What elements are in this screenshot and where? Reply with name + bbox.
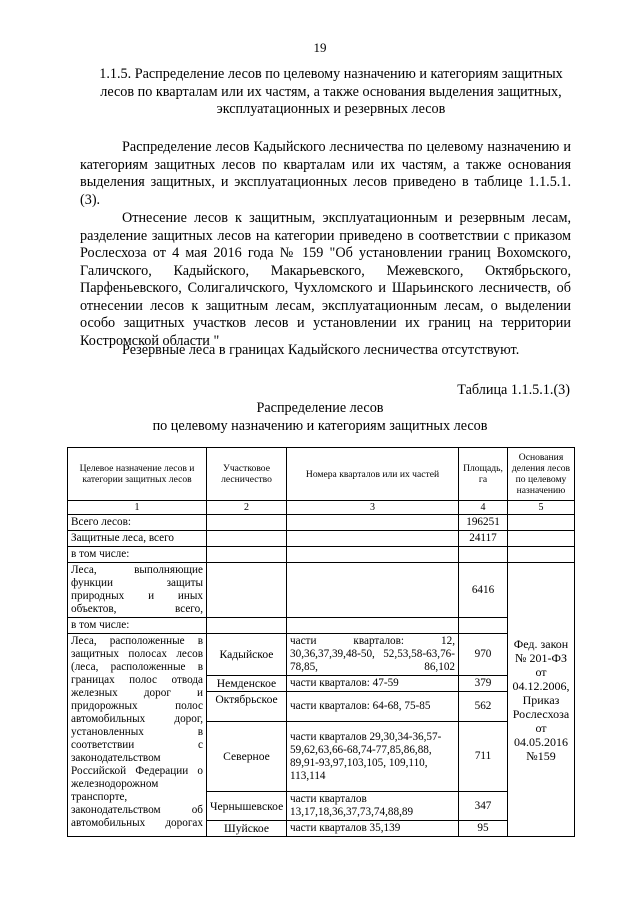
functions-label: Леса, выполняющие функции защиты природных и иных объектов, всего,	[68, 563, 207, 618]
column-number-row	[68, 501, 575, 515]
area-value: 347	[459, 792, 508, 821]
table-title	[0, 399, 640, 435]
forest-distribution-table	[67, 447, 575, 837]
table-row-including-1	[68, 547, 575, 563]
col-num-1: 1	[68, 501, 207, 515]
forestry-name: Шуйское	[207, 821, 287, 837]
area-value: 970	[459, 634, 508, 676]
paragraph-3: Резервные леса в границах Кадыйского лесничества отсутствуют.	[122, 342, 520, 358]
header-forestry: Участковое лесничество	[207, 448, 287, 501]
area-value: 379	[459, 676, 508, 692]
total-area: 196251	[459, 515, 508, 531]
section-heading: 1.1.5. Распределение лесов по целевому назначению и категориям защитных лесов по кварталам или их частям, а также основания выделения защитных, эксплуатационных и резервных лесов	[99, 66, 563, 117]
area-value: 711	[459, 722, 508, 792]
total-label: Всего лесов:	[68, 515, 207, 531]
including-label-1: в том числе:	[68, 547, 207, 563]
table-row-including-2	[68, 618, 575, 634]
quarters-list: части кварталов 35,139	[287, 821, 459, 837]
header-purpose: Целевое назначение лесов и категории защитных лесов	[68, 448, 207, 501]
table-header-row	[68, 448, 575, 501]
table-row	[68, 634, 575, 676]
table-title-line-2: по целевому назначению и категориям защитных лесов	[152, 418, 488, 434]
forestry-name: Октябрьское	[207, 692, 287, 722]
header-quarters: Номера кварталов или их частей	[287, 448, 459, 501]
basis-cell: Фед. закон № 201-ФЗ от 04.12.2006, Приказ Рослесхоза от 04.05.2016 №159	[508, 563, 575, 837]
forestry-name: Чернышевское	[207, 792, 287, 821]
header-basis: Основания деления лесов по целевому назначению	[508, 448, 575, 501]
table-title-line-1: Распределение лесов	[256, 400, 384, 416]
col-num-3: 3	[287, 501, 459, 515]
table-row-functions	[68, 563, 575, 618]
page-number: 19	[313, 40, 327, 55]
forestry-name: Северное	[207, 722, 287, 792]
quarters-list: части кварталов 13,17,18,36,37,73,74,88,89	[287, 792, 459, 821]
functions-area: 6416	[459, 563, 508, 618]
quarters-list: части кварталов: 47-59	[287, 676, 459, 692]
header-area: Площадь, га	[459, 448, 508, 501]
table-label: Таблица 1.1.5.1.(3)	[457, 382, 570, 398]
col-num-4: 4	[459, 501, 508, 515]
col-num-2: 2	[207, 501, 287, 515]
paragraph-1: Распределение лесов Кадыйского лесничества по целевому назначению и категориям защитных лесов по кварталам или их частям, а также основания выделения защитных, и эксплуатационных лесов приведено в таблице 1.1.5.1.(3).	[80, 139, 571, 208]
paragraph-2: Отнесение лесов к защитным, эксплуатационным и резервным лесам, разделение защитных лесов на категории приведено в соответствии с приказом Рослесхоза от 4 мая 2016 года № 159 "Об установлении границ Вохомского, Галичского, Кадыйского, Макарьевского, Межевского, Октябрьского, Парфеньевского, Солигаличского, Чухломского и Шарьинского лесничеств, об отнесении лесов к защитным лесам, эксплуатационным лесам, о выделении особо защитных участков лесов и установлении их границ на территории Костромской области "	[80, 210, 571, 349]
col-num-5: 5	[508, 501, 575, 515]
protective-label: Защитные леса, всего	[68, 531, 207, 547]
protective-area: 24117	[459, 531, 508, 547]
quarters-list: части кварталов 29,30,34-36,57-59,62,63,66-68,74-77,85,86,88, 89,91-93,97,103,105, 109,110, 113,114	[287, 722, 459, 792]
area-value: 95	[459, 821, 508, 837]
area-value: 562	[459, 692, 508, 722]
forestry-name: Кадыйское	[207, 634, 287, 676]
quarters-list: части кварталов: 64-68, 75-85	[287, 692, 459, 722]
forestry-name: Немденское	[207, 676, 287, 692]
table-row-protective	[68, 531, 575, 547]
including-label-2: в том числе:	[68, 618, 207, 634]
quarters-list: части кварталов: 12, 30,36,37,39,48-50, 52,53,58-63,76-78,85, 86,102	[287, 634, 459, 676]
strips-label: Леса, расположенные в защитных полосах лесов (леса, расположенные в границах полос отвода железных дорог и придорожных полос автомобильных дорог, установленных в соответствии с законодательством Российской Федерации о железнодорожном транспорте, законодательством об автомобильных дорогах	[68, 634, 207, 837]
table-row-total	[68, 515, 575, 531]
